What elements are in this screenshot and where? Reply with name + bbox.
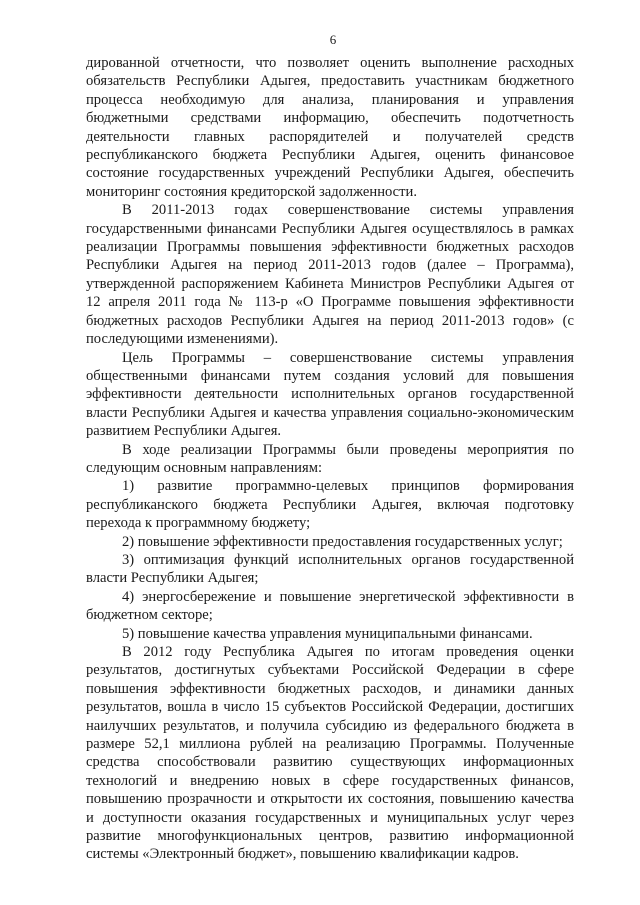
list-item: 1) развитие программно-целевых принципов формирования республиканского бюджета Республики Адыгея, включая подготовку перехода к программному бюджету; (86, 478, 574, 532)
paragraph-2012-results: В 2012 году Республика Адыгея по итогам проведения оценки результатов, достигнутых субъектами Российской Федерации в сфере повышения эффективности бюджетных расходов, и динамики данных результатов, вошла в число 15 субъектов Российской Федерации, достигших наилучших результатов, и получила субсидию из федерального бюджета в размере 52,1 миллиона рублей на реализацию Программы. Полученные средства способствовали развитию существующих информационных технологий и внедрению новых в сфере государственных финансов, повышению прозрачности и открытости их состояния, повышению качества и доступности оказания государственных и муниципальных услуг через развитие многофункциональных центров, развитию информационной системы «Электронный бюджет», повышению квалификации кадров. (86, 644, 574, 863)
list-item: 4) энергосбережение и повышение энергетической эффективности в бюджетном секторе; (86, 588, 574, 624)
paragraph-program-2011-2013: В 2011-2013 годах совершенствование системы управления государственными финансами Республики Адыгея осуществлялось в рамках реализации Программы повышения эффективности бюджетных расходов Республики Адыгея на период 2011-2013 годов (далее – Программа), утвержденной распоряжением Кабинета Министров Республики Адыгея от 12 апреля 2011 года № 113-р «О Программе повышения эффективности бюджетных расходов Республики Адыгея на период 2011-2013 годов» (с последующими изменениями). (86, 202, 574, 348)
list-item: 5) повышение качества управления муниципальными финансами. (122, 625, 533, 642)
document-body (86, 54, 574, 864)
paragraph-directions-intro: В ходе реализации Программы были проведены мероприятия по следующим основным направлениям: (86, 441, 574, 476)
paragraph-program-goal: Цель Программы – совершенствование системы управления общественными финансами путем создания условий для повышения эффективности деятельности исполнительных органов государственной власти Республики Адыгея и качества управления социально-экономическим развитием Республики Адыгея. (86, 349, 574, 440)
list-item: 2) повышение эффективности предоставления государственных услуг; (122, 533, 563, 550)
list-item: 3) оптимизация функций исполнительных органов государственной власти Республики Адыгея; (86, 551, 574, 587)
page-number: 6 (329, 32, 337, 47)
paragraph-reporting-continuation: дированной отчетности, что позволяет оценить выполнение расходных обязательств Республики Адыгея, предоставить участникам бюджетного процесса необходимую для анализа, планирования и управления бюджетными средствами информацию, обеспечить подотчетность деятельности главных распорядителей и получателей средств республиканского бюджета Республики Адыгея, оценить финансовое состояние государственных учреждений Республики Адыгея, обеспечить мониторинг состояния кредиторской задолженности. (86, 55, 574, 200)
directions-list (86, 477, 574, 643)
